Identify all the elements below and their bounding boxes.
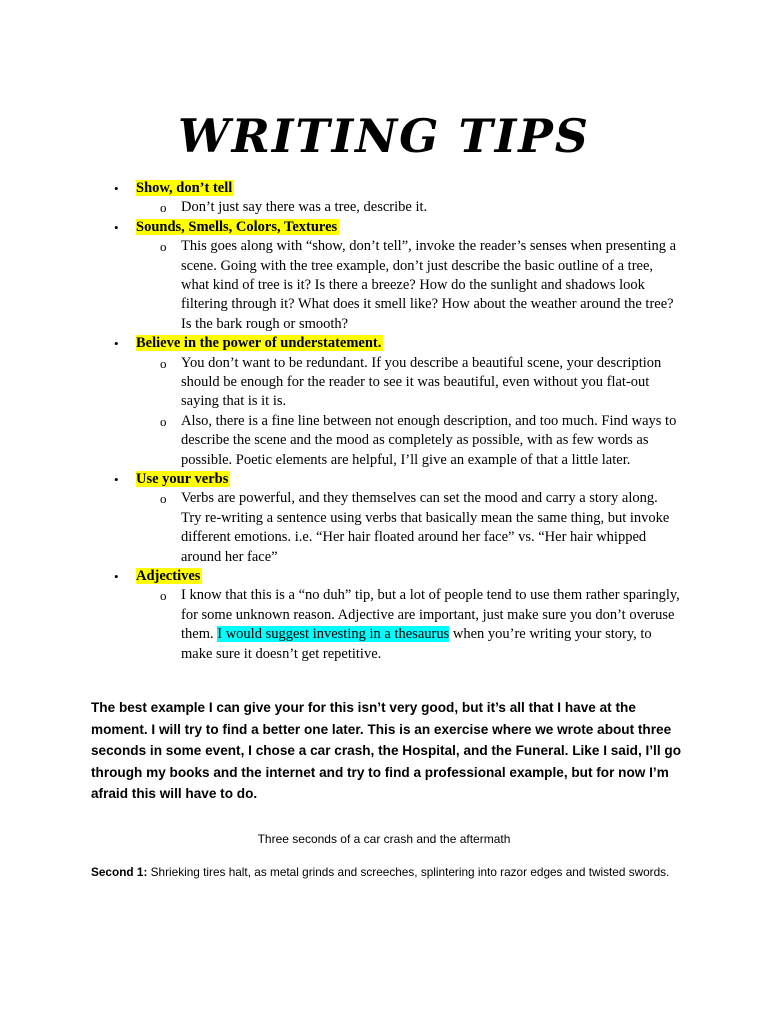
tip-heading-text: Use your verbs (136, 471, 229, 488)
sub-bullet-icon: o (160, 588, 167, 604)
tip-detail (0, 586, 768, 664)
tip-heading (0, 218, 768, 237)
tip-heading (0, 179, 768, 198)
tip-detail-text: Also, there is a fine line between not enough description, and too much. Find ways to describe the scene and the mood as completely as possible, with as few words as possible. Poetic elements are helpful, I’ll give an example of that a little later. (181, 412, 677, 468)
example-paragraph: The best example I can give your for this isn’t very good, but it’s all that I have at the moment. I will try to find a better one later. This is an exercise where we wrote about three seconds in some event, I chose a car crash, the Hospital, and the Funeral. Like I said, I’ll go through my books and the internet and try to find a professional example, but for now I’m afraid this will have to do. (91, 700, 681, 801)
bullet-icon: • (114, 219, 119, 235)
tips-list (0, 179, 768, 664)
bullet-icon: • (114, 569, 119, 585)
thesaurus-highlight: I would suggest investing in a thesaurus (217, 626, 450, 643)
page-title: WRITING TIPS (177, 109, 591, 163)
tip-heading-text: Believe in the power of understatement. (136, 335, 382, 352)
tip-heading-text: Show, don’t tell (136, 180, 233, 196)
tip-heading-text: Sounds, Smells, Colors, Textures (136, 218, 338, 235)
sub-bullet-icon: o (160, 491, 167, 507)
tip-detail-text: Verbs are powerful, and they themselves can set the mood and carry a story along. Try re-writing a sentence using verbs that basically mean the same thing, but invoke different emotions. i.e. “Her hair floated around her face” vs. “Her hair whipped around her face” (181, 490, 670, 565)
story-title: Three seconds of a car crash and the aftermath (257, 832, 511, 846)
tip-detail-text: when you’re writing your story, to make sure it doesn’t get repetitive. (181, 626, 652, 662)
tip-detail-text: Don’t just say there was a tree, describe it. (181, 199, 428, 216)
sub-bullet-icon: o (160, 200, 167, 216)
tip-detail (0, 354, 768, 412)
bullet-icon: • (114, 336, 119, 352)
tip-detail-text: I know that this is a “no duh” tip, but a lot of people tend to use them rather sparingly, for some unknown reason. Adjective are important, just make sure you don’t overuse them. (181, 587, 680, 643)
sub-bullet-icon: o (160, 239, 167, 255)
tip-detail (0, 489, 768, 567)
tip-detail (0, 237, 768, 334)
sub-bullet-icon: o (160, 413, 167, 429)
tip-detail-text: You don’t want to be redundant. If you describe a beautiful scene, your description should be enough for the reader to see it was beautiful, even without you flat-out saying that is it is. (181, 354, 662, 410)
bullet-icon: • (114, 181, 119, 196)
tip-heading (0, 567, 768, 586)
tip-heading (0, 334, 768, 353)
tip-heading (0, 470, 768, 489)
tip-detail-text: This goes along with “show, don’t tell”, invoke the reader’s senses when presenting a scene. Going with the tree example, don’t just describe the basic outline of a tree, what kind of tree is it? Is there a breeze? How do the sunlight and shadows look filtering through it? What does it smell like? How about the weather around the tree? Is the bark rough or smooth? (181, 238, 677, 332)
sub-bullet-icon: o (160, 355, 167, 371)
tip-detail (0, 412, 768, 470)
tip-detail (0, 198, 768, 217)
second-1-text: Shrieking tires halt, as metal grinds and screeches, splintering into razor edges and twisted swords. (147, 865, 670, 879)
second-1-label: Second 1: (91, 865, 148, 879)
second-1-paragraph (91, 863, 681, 882)
bullet-icon: • (114, 472, 119, 488)
tip-heading-text: Adjectives (136, 568, 201, 585)
